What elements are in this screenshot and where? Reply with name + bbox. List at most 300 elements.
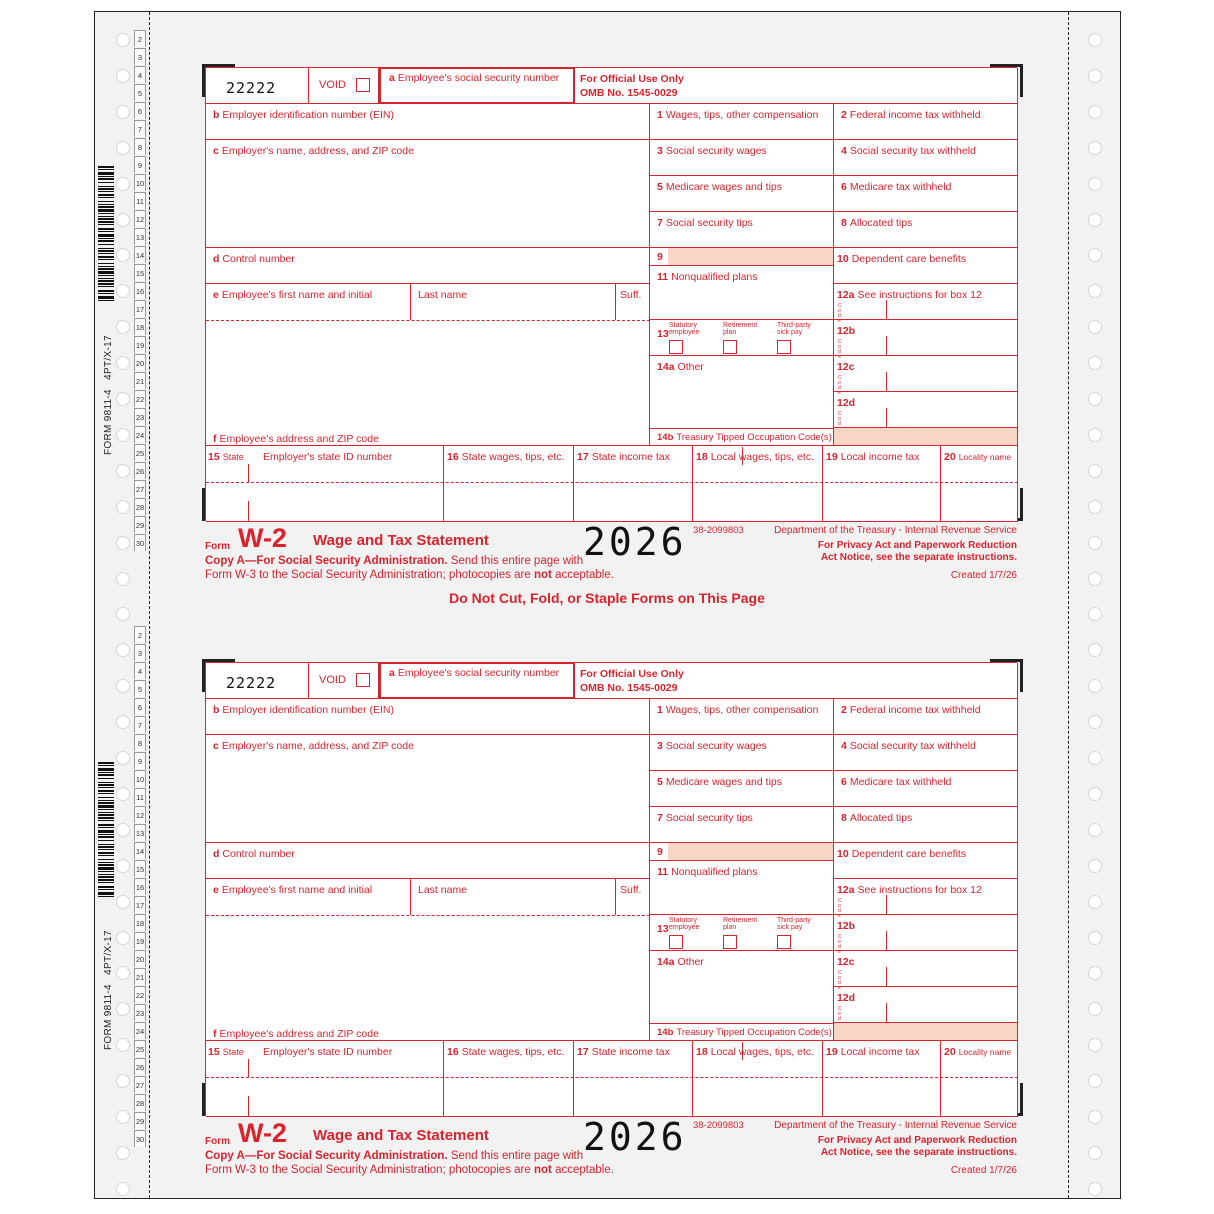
box-7[interactable] [650, 212, 834, 248]
tractor-feed-hole [1088, 105, 1102, 119]
barcode-bar [98, 800, 114, 801]
line-number: 17 [134, 896, 146, 913]
omb-number: OMB No. 1545-0029 [580, 682, 678, 694]
box-8[interactable] [834, 807, 1018, 843]
barcode-bar [98, 859, 114, 860]
shaded-box [834, 428, 1018, 446]
tractor-feed-hole [116, 715, 130, 729]
box-9-shading [668, 843, 833, 860]
box-1[interactable] [650, 699, 834, 735]
line-number: 21 [134, 372, 146, 389]
void-label: VOID [319, 79, 346, 91]
barcode-bar [98, 188, 114, 190]
catalog-number: 38-2099803 [693, 525, 744, 536]
barcode-bar [98, 204, 114, 205]
tractor-feed-hole [1088, 715, 1102, 729]
barcode-bar [98, 830, 114, 833]
tractor-feed-hole [1088, 895, 1102, 909]
box-b-label: b Employer identification number (EIN) [213, 109, 394, 121]
tractor-feed-hole [116, 787, 130, 801]
tractor-feed-hole [116, 1182, 130, 1196]
box-d-label: d Control number [213, 253, 295, 265]
dashed-divider [206, 482, 1018, 483]
retirement-checkbox[interactable] [723, 935, 737, 949]
line-number: 21 [134, 968, 146, 985]
box-17[interactable] [574, 1041, 693, 1117]
line-number: 28 [134, 1094, 146, 1111]
box-b-ein[interactable] [206, 699, 650, 735]
line-number: 8 [134, 734, 146, 751]
barcode-bar [98, 864, 114, 866]
box-12a-label: 12a See instructions for box 12 [837, 289, 982, 301]
barcode-bar [98, 286, 114, 287]
barcode-bar [98, 896, 114, 897]
box-4-label: 4 Social security tax withheld [841, 145, 976, 157]
box-8-label: 8 Allocated tips [841, 812, 913, 824]
line-number: 20 [134, 354, 146, 371]
box-20[interactable] [941, 1041, 1018, 1117]
void-checkbox[interactable] [356, 78, 370, 92]
tractor-feed-hole [116, 931, 130, 945]
created-date: Created 1/7/26 [950, 570, 1017, 581]
barcode-bar [98, 244, 114, 245]
line-number: 3 [134, 644, 146, 661]
box-15-label: 15 State [208, 1046, 244, 1058]
line-number: 9 [134, 156, 146, 173]
barcode-bar [98, 867, 114, 870]
dept-label: Department of the Treasury - Internal Revenue Service [774, 525, 1017, 536]
box-20[interactable] [941, 446, 1018, 522]
control-code: 22222 [226, 79, 277, 97]
barcode-bar [98, 772, 114, 773]
box-17[interactable] [574, 446, 693, 522]
tractor-feed-hole [1088, 141, 1102, 155]
box-a-ssn[interactable] [379, 662, 575, 699]
privacy-line-2: Act Notice, see the separate instructions. [820, 1147, 1017, 1158]
tractor-feed-hole [1088, 464, 1102, 478]
barcode-bar [98, 787, 114, 788]
line-number: 3 [134, 48, 146, 65]
box-1-label: 1 Wages, tips, other compensation [657, 704, 819, 716]
void-checkbox[interactable] [356, 673, 370, 687]
official-use-box [575, 68, 1018, 104]
box-19-label: 19 Local income tax [826, 1046, 920, 1058]
box-c-label: c Employer's name, address, and ZIP code [213, 740, 414, 752]
box-18[interactable] [693, 1041, 823, 1117]
box-e-suffix[interactable] [616, 879, 650, 915]
control-code-box [206, 663, 309, 699]
box-7[interactable] [650, 807, 834, 843]
code-label: C o d e [838, 375, 842, 396]
copy-a-line-1: Copy A—For Social Security Administration. Send this entire page with [205, 555, 584, 567]
thirdparty-checkbox[interactable] [777, 340, 791, 354]
barcode-bar [98, 253, 114, 254]
thirdparty-checkbox[interactable] [777, 935, 791, 949]
line-number: 16 [134, 878, 146, 895]
box-18[interactable] [693, 446, 823, 522]
line-number: 2 [134, 626, 146, 643]
barcode-bar [98, 849, 114, 850]
barcode-bar [98, 228, 114, 230]
box-20-label: 20 Locality name [944, 1046, 1012, 1058]
box-d-control[interactable] [206, 248, 650, 284]
box-17-label: 17 State income tax [577, 1046, 670, 1058]
box-d-label: d Control number [213, 848, 295, 860]
privacy-line-1: For Privacy Act and Paperwork Reduction [817, 540, 1017, 551]
tractor-feed-hole [1088, 177, 1102, 191]
barcode-bar [98, 218, 114, 220]
barcode-bar [98, 206, 114, 208]
barcode-bar [98, 812, 114, 813]
box-16[interactable] [444, 446, 574, 522]
code-divider [886, 967, 887, 986]
barcode-bar [98, 290, 114, 292]
box-6[interactable] [834, 771, 1018, 807]
tractor-feed-hole [1088, 787, 1102, 801]
barcode-bar [98, 790, 114, 792]
box-12d[interactable] [834, 987, 1018, 1023]
box-12b-label: 12b [837, 325, 856, 337]
barcode-bar [98, 886, 114, 888]
tractor-feed-hole [116, 859, 130, 873]
tractor-feed-hole [1088, 572, 1102, 586]
w2-form-grid [205, 662, 1017, 1116]
suffix-label: Suff. [620, 884, 642, 896]
tractor-feed-hole [116, 1110, 130, 1124]
line-number: 14 [134, 842, 146, 859]
line-number: 19 [134, 336, 146, 353]
box-a-ssn[interactable] [379, 67, 575, 104]
barcode-bar [98, 186, 114, 187]
box-13-num: 13 [657, 328, 669, 340]
barcode-bar [98, 263, 114, 264]
barcode-bar [98, 876, 114, 878]
box-1-label: 1 Wages, tips, other compensation [657, 109, 819, 121]
box-11[interactable] [650, 266, 834, 320]
box-19-label: 19 Local income tax [826, 451, 920, 463]
box-9-label: 9 [657, 846, 663, 858]
tractor-feed-hole [1088, 213, 1102, 227]
form-title: Wage and Tax Statement [313, 532, 489, 549]
tractor-feed-hole [1088, 500, 1102, 514]
box-11-label: 11 Nonqualified plans [657, 866, 758, 878]
box-13 [650, 915, 834, 951]
box-5[interactable] [650, 771, 834, 807]
box-19[interactable] [823, 446, 941, 522]
barcode-bar [98, 778, 114, 779]
barcode-bar [98, 293, 114, 294]
copy-a-line-2: Form W-3 to the Social Security Administration; photocopies are not acceptable. [205, 569, 614, 581]
barcode-bar [98, 221, 114, 223]
side-form-label: FORM 9811-4 4PT/X-17 [103, 335, 114, 455]
tractor-feed-hole [1088, 1146, 1102, 1160]
barcode-bar [98, 197, 114, 198]
line-number: 6 [134, 102, 146, 119]
box-13 [650, 320, 834, 356]
box-2[interactable] [834, 699, 1018, 735]
box-c-employer[interactable] [206, 140, 650, 248]
box-12b[interactable] [834, 915, 1018, 955]
line-number: 19 [134, 932, 146, 949]
box-a-label: a Employee's social security number [389, 72, 560, 84]
control-code-box [206, 68, 309, 104]
statutory-checkbox[interactable] [669, 935, 683, 949]
box-14a-label: 14a Other [657, 361, 704, 373]
code-label: C o d [838, 411, 842, 427]
box-12a-label: 12a See instructions for box 12 [837, 884, 982, 896]
w2-form-grid [205, 67, 1017, 521]
barcode-bar [98, 820, 114, 821]
box-12b[interactable] [834, 320, 1018, 360]
box-8[interactable] [834, 212, 1018, 248]
form-word: Form [205, 1136, 230, 1147]
box-15[interactable] [206, 446, 444, 522]
box-14b-label: 14b Treasury Tipped Occupation Code(s) [657, 1027, 832, 1038]
barcode-bar [98, 172, 114, 175]
box-f-label: f Employee's address and ZIP code [213, 1028, 379, 1040]
box-4[interactable] [834, 735, 1018, 771]
box-10[interactable] [834, 843, 1018, 879]
box-17-label: 17 State income tax [577, 451, 670, 463]
form-name: W-2 [238, 523, 287, 553]
box-e-last-name[interactable] [411, 879, 616, 915]
shaded-area [834, 428, 1017, 445]
tractor-feed-hole [1088, 859, 1102, 873]
line-number: 12 [134, 806, 146, 823]
void-label: VOID [319, 674, 346, 686]
box-e-suffix[interactable] [616, 284, 650, 320]
code-divider [886, 408, 887, 427]
code-divider [886, 931, 887, 950]
box-16[interactable] [444, 1041, 574, 1117]
line-number: 11 [134, 192, 146, 209]
box-19[interactable] [823, 1041, 941, 1117]
box-f-address[interactable] [206, 915, 650, 1041]
line-number: 14 [134, 246, 146, 263]
code-label: C o d e [838, 970, 842, 991]
line-number: 11 [134, 788, 146, 805]
box-10[interactable] [834, 248, 1018, 284]
code-divider [886, 372, 887, 391]
box-b-ein[interactable] [206, 104, 650, 140]
box-e-label: e Employee's first name and initial [213, 884, 373, 896]
box-12d[interactable] [834, 392, 1018, 428]
line-number: 4 [134, 662, 146, 679]
created-date: Created 1/7/26 [950, 1165, 1017, 1176]
box-e-last-name[interactable] [411, 284, 616, 320]
barcode-bar [98, 191, 114, 192]
copy-a-line-2: Form W-3 to the Social Security Administration; photocopies are not acceptable. [205, 1164, 614, 1176]
copy-a-line-1: Copy A—For Social Security Administration. Send this entire page with [205, 1150, 584, 1162]
line-number: 8 [134, 138, 146, 155]
code-label: C o d e [838, 898, 842, 919]
box-5[interactable] [650, 176, 834, 212]
box-12c[interactable] [834, 951, 1018, 991]
box-16-label: 16 State wages, tips, etc. [447, 1046, 565, 1058]
form-title: Wage and Tax Statement [313, 1127, 489, 1144]
tax-year: 2026 [583, 1115, 687, 1159]
tractor-feed-hole [116, 751, 130, 765]
box-12a[interactable] [834, 879, 1018, 919]
box-3[interactable] [650, 735, 834, 771]
line-number: 27 [134, 1076, 146, 1093]
catalog-number: 38-2099803 [693, 1120, 744, 1131]
box-f-address[interactable] [206, 320, 650, 446]
box-c-employer[interactable] [206, 735, 650, 843]
line-number: 22 [134, 986, 146, 1003]
box-15-label: 15 State [208, 451, 244, 463]
statutory-label: Statutory employee [669, 322, 700, 336]
tractor-feed-hole [116, 356, 130, 370]
box-15-id-label: Employer's state ID number [263, 1046, 393, 1058]
box-14a-label: 14a Other [657, 956, 704, 968]
tractor-feed-hole [1088, 1110, 1102, 1124]
privacy-line-1: For Privacy Act and Paperwork Reduction [817, 1135, 1017, 1146]
line-number: 24 [134, 426, 146, 443]
barcode-bar [98, 280, 114, 282]
line-number: 4 [134, 66, 146, 83]
box-d-control[interactable] [206, 843, 650, 879]
barcode-bar [98, 213, 114, 214]
tractor-feed-hole [116, 141, 130, 155]
box-7-label: 7 Social security tips [657, 217, 753, 229]
box-3-label: 3 Social security wages [657, 145, 767, 157]
box-4[interactable] [834, 140, 1018, 176]
barcode-bar [98, 824, 114, 826]
tractor-feed-hole [1088, 356, 1102, 370]
barcode-bar [98, 762, 114, 764]
line-number: 18 [134, 318, 146, 335]
official-use-label: For Official Use Only [580, 668, 684, 680]
barcode-bar [98, 817, 114, 819]
line-number: 23 [134, 1004, 146, 1021]
thirdparty-label: Third-party sick pay [777, 322, 811, 336]
barcode-bar [98, 797, 114, 798]
box-12a[interactable] [834, 284, 1018, 324]
barcode-bar [98, 194, 114, 196]
tractor-feed-hole [1088, 536, 1102, 550]
box-6-label: 6 Medicare tax withheld [841, 181, 952, 193]
box-11[interactable] [650, 861, 834, 915]
box-c-label: c Employer's name, address, and ZIP code [213, 145, 414, 157]
barcode-bar [98, 879, 114, 881]
barcode-bar [98, 852, 114, 854]
line-number: 18 [134, 914, 146, 931]
tractor-feed-hole [116, 1146, 130, 1160]
barcode-bar [98, 889, 114, 890]
barcode-bar [98, 271, 114, 274]
box-15[interactable] [206, 1041, 444, 1117]
box-e-first-name[interactable] [206, 879, 411, 915]
box-3[interactable] [650, 140, 834, 176]
box-14b[interactable] [650, 1023, 834, 1041]
box-14b-label: 14b Treasury Tipped Occupation Code(s) [657, 432, 832, 443]
barcode-bar [98, 238, 114, 239]
tractor-feed-hole [116, 69, 130, 83]
barcode-bar [98, 774, 114, 776]
barcode-bar [98, 182, 114, 183]
box-e-first-name[interactable] [206, 284, 411, 320]
box-4-label: 4 Social security tax withheld [841, 740, 976, 752]
barcode-bar [98, 266, 114, 267]
barcode-bar [98, 209, 114, 212]
tractor-feed-hole [116, 572, 130, 586]
barcode-bar [98, 862, 114, 863]
box-14b[interactable] [650, 428, 834, 446]
box-1[interactable] [650, 104, 834, 140]
box-6[interactable] [834, 176, 1018, 212]
code-divider [886, 895, 887, 914]
line-number: 28 [134, 498, 146, 515]
line-number: 13 [134, 228, 146, 245]
box-2-label: 2 Federal income tax withheld [841, 109, 981, 121]
box-7-label: 7 Social security tips [657, 812, 753, 824]
barcode-bar [98, 176, 114, 177]
barcode-bar [98, 834, 114, 835]
line-number: 12 [134, 210, 146, 227]
box-b-label: b Employer identification number (EIN) [213, 704, 394, 716]
box-e-label: e Employee's first name and initial [213, 289, 373, 301]
box-12d-label: 12d [837, 992, 856, 1004]
tractor-feed-hole [1088, 428, 1102, 442]
barcode-bar [98, 802, 114, 804]
tractor-feed-hole [116, 33, 130, 47]
barcode-bar [98, 782, 114, 783]
tractor-feed-hole [116, 177, 130, 191]
barcode-image [98, 166, 114, 301]
code-label: C o d e [838, 934, 842, 955]
barcode-bar [98, 166, 114, 168]
form-word: Form [205, 541, 230, 552]
box-2-label: 2 Federal income tax withheld [841, 704, 981, 716]
box-18-label: 18 Local wages, tips, etc. [696, 451, 814, 463]
line-number: 5 [134, 680, 146, 697]
statutory-label: Statutory employee [669, 917, 700, 931]
box-20-label: 20 Locality name [944, 451, 1012, 463]
box-14a[interactable] [650, 951, 834, 1023]
last-name-label: Last name [418, 289, 468, 301]
barcode-bar [98, 846, 114, 848]
line-number: 20 [134, 950, 146, 967]
retirement-checkbox[interactable] [723, 340, 737, 354]
tractor-feed-hole [116, 1074, 130, 1088]
omb-number: OMB No. 1545-0029 [580, 87, 678, 99]
line-number: 10 [134, 770, 146, 787]
box-13-num: 13 [657, 923, 669, 935]
code-label: C o d e [838, 339, 842, 360]
statutory-checkbox[interactable] [669, 340, 683, 354]
box-8-label: 8 Allocated tips [841, 217, 913, 229]
box-14a[interactable] [650, 356, 834, 428]
box-2[interactable] [834, 104, 1018, 140]
form-name: W-2 [238, 1118, 287, 1148]
box-9 [650, 248, 834, 266]
tax-year: 2026 [583, 520, 687, 564]
barcode-bar [98, 248, 114, 249]
box-12d-label: 12d [837, 397, 856, 409]
box-12c[interactable] [834, 356, 1018, 396]
retirement-label: Retirement plan [723, 917, 758, 931]
box-12c-label: 12c [837, 361, 855, 373]
barcode-bar [98, 234, 114, 237]
line-number: 25 [134, 1040, 146, 1057]
barcode-bar [98, 278, 114, 279]
tractor-feed-hole [116, 895, 130, 909]
code-label: C o d [838, 1006, 842, 1022]
line-number: 23 [134, 408, 146, 425]
tractor-feed-hole [1088, 823, 1102, 837]
line-number: 26 [134, 462, 146, 479]
